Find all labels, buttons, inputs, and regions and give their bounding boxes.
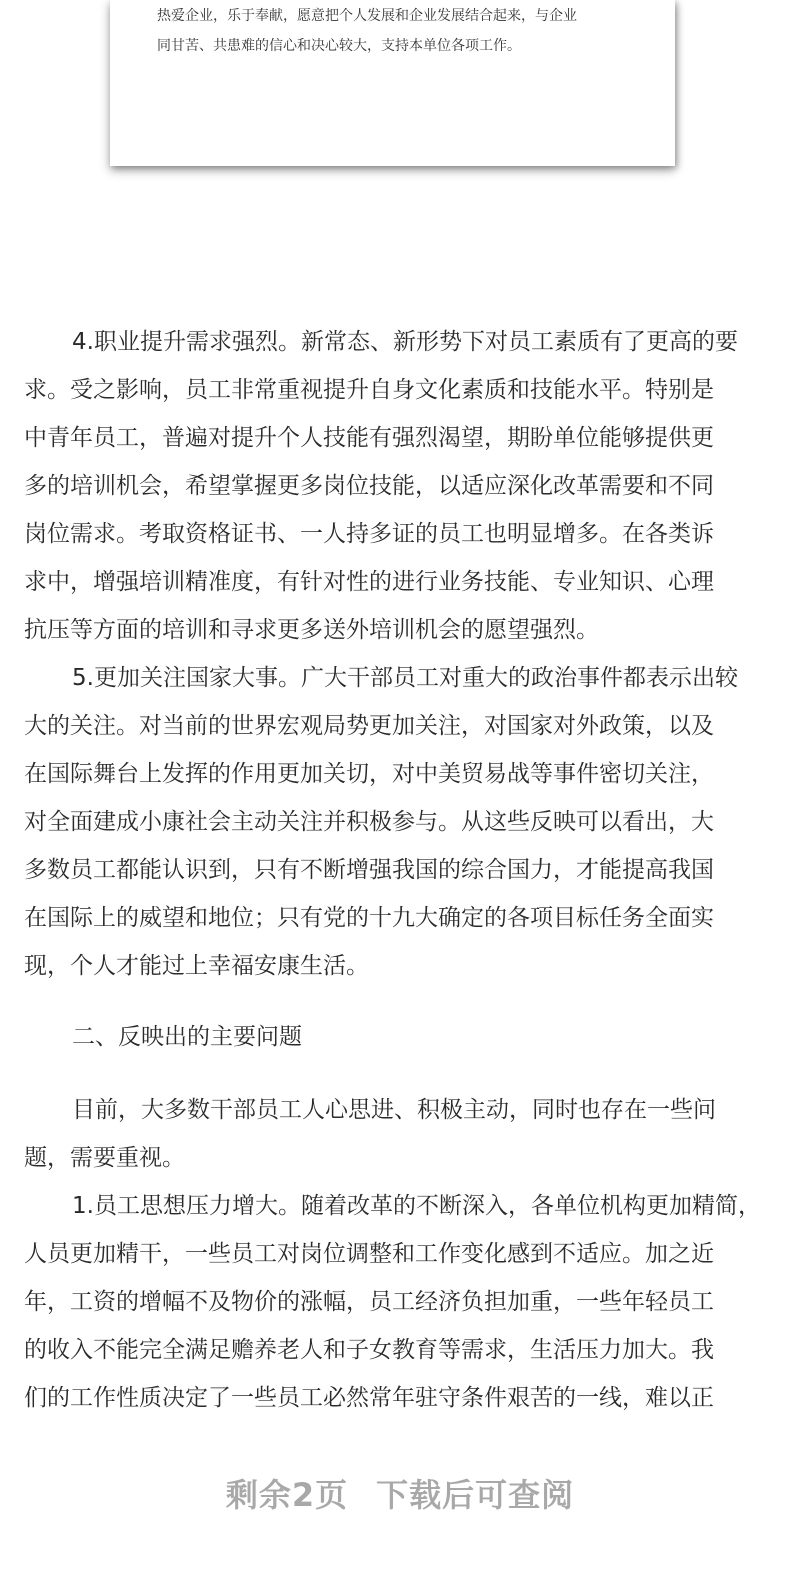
paragraph-5-line-4: 对全面建成小康社会主动关注并积极参与。从这些反映可以看出，大 — [24, 809, 714, 835]
paragraph-4-line-7: 抗压等方面的培训和寻求更多送外培训机会的愿望强烈。 — [24, 617, 599, 643]
paragraph-4-line-5: 岗位需求。考取资格证书、一人持多证的员工也明显增多。在各类诉 — [24, 521, 714, 547]
issue-1-line-4: 的收入不能完全满足赡养老人和子女教育等需求，生活压力加大。我 — [24, 1337, 714, 1363]
intro-line-2: 题，需要重视。 — [24, 1145, 185, 1171]
card-text-line-1: 热爱企业，乐于奉献，愿意把个人发展和企业发展结合起来，与企业 — [157, 8, 577, 24]
download-to-view-label: 下载后可查阅 — [376, 1476, 575, 1514]
paragraph-4-line-3: 中青年员工，普遍对提升个人技能有强烈渴望，期盼单位能够提供更 — [24, 425, 714, 451]
paragraph-5-line-2: 大的关注。对当前的世界宏观局势更加关注，对国家对外政策，以及 — [24, 713, 714, 739]
intro-line-1: 目前，大多数干部员工人心思进、积极主动，同时也存在一些问 — [72, 1097, 716, 1123]
remaining-pages-label: 剩余2页 — [225, 1476, 349, 1514]
section-heading: 二、反映出的主要问题 — [72, 1024, 302, 1050]
paragraph-4-line-6: 求中，增强培训精准度，有针对性的进行业务技能、专业知识、心理 — [24, 569, 714, 595]
paragraph-5-line-5: 多数员工都能认识到，只有不断增强我国的综合国力，才能提高我国 — [24, 857, 714, 883]
remaining-pages-notice[interactable] — [0, 1470, 800, 1516]
paragraph-4-line-2: 求。受之影响，员工非常重视提升自身文化素质和技能水平。特别是 — [24, 377, 714, 403]
paragraph-5-line-7: 现，个人才能过上幸福安康生活。 — [24, 953, 369, 979]
paragraph-4-line-4: 多的培训机会，希望掌握更多岗位技能，以适应深化改革需要和不同 — [24, 473, 714, 499]
issue-1-line-3: 年，工资的增幅不及物价的涨幅，员工经济负担加重，一些年轻员工 — [24, 1289, 714, 1315]
paragraph-5-line-1: 5.更加关注国家大事。广大干部员工对重大的政治事件都表示出较 — [72, 665, 738, 691]
document-body — [24, 0, 776, 1450]
issue-1-line-2: 人员更加精干，一些员工对岗位调整和工作变化感到不适应。加之近 — [24, 1241, 714, 1267]
paragraph-5-line-6: 在国际上的威望和地位；只有党的十九大确定的各项目标任务全面实 — [24, 905, 714, 931]
paragraph-4-line-1: 4.职业提升需求强烈。新常态、新形势下对员工素质有了更高的要 — [72, 329, 738, 355]
card-text-line-2: 同甘苦、共患难的信心和决心较大，支持本单位各项工作。 — [157, 38, 521, 54]
paragraph-5-line-3: 在国际舞台上发挥的作用更加关切，对中美贸易战等事件密切关注， — [24, 761, 714, 787]
issue-1-line-1: 1.员工思想压力增大。随着改革的不断深入，各单位机构更加精简， — [72, 1193, 761, 1219]
issue-1-line-5: 们的工作性质决定了一些员工必然常年驻守条件艰苦的一线，难以正 — [24, 1385, 714, 1411]
